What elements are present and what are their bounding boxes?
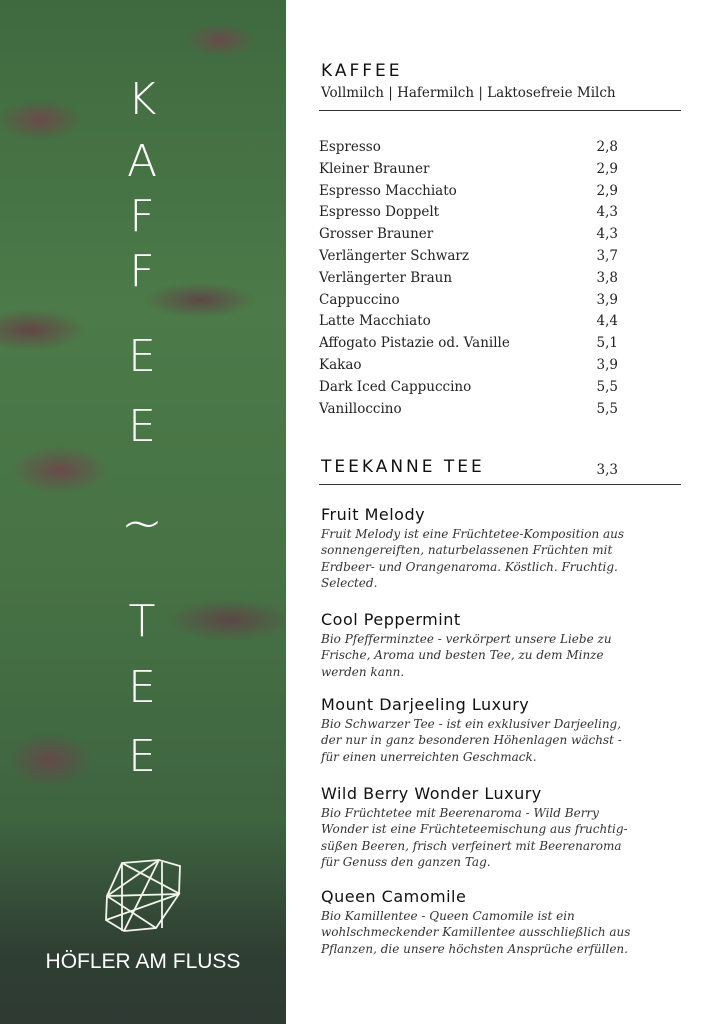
description-line: süßen Beeren, frisch verfeinert mit Beerenaroma	[321, 838, 622, 853]
item-price: 5,1	[596, 335, 618, 352]
description-line: für Genuss den ganzen Tag.	[321, 854, 491, 869]
item-price: 5,5	[596, 378, 618, 395]
brand-name: HÖFLER AM FLUSS	[45, 950, 241, 973]
description-line: Bio Früchtetee mit Beerenaroma - Wild Berry	[321, 806, 599, 820]
tea-description	[321, 805, 681, 870]
item-price: 2,9	[596, 182, 618, 199]
item-price: 3,7	[596, 248, 618, 264]
coffee-item	[319, 313, 619, 329]
tea-name: Wild Berry Wonder Luxury	[321, 784, 542, 803]
title-letter: A	[126, 136, 158, 187]
title-letter: F	[129, 191, 155, 242]
item-name: Grosser Brauner	[319, 226, 434, 243]
item-name: Espresso Macchiato	[319, 182, 457, 199]
tea-description	[321, 526, 681, 591]
item-name: Verlängerter Braun	[319, 269, 453, 286]
item-price: 3,8	[596, 269, 618, 286]
tea-item	[321, 610, 681, 680]
item-name: Kleiner Brauner	[319, 160, 430, 177]
item-name: Kakao	[319, 357, 362, 373]
tea-name: Fruit Melody	[321, 505, 426, 524]
tea-item	[321, 505, 681, 591]
description-line: Wonder ist eine Früchteteemischung aus fruchtig-	[321, 822, 628, 837]
coffee-item	[319, 204, 619, 220]
coffee-item	[319, 379, 619, 395]
coffee-item	[319, 248, 619, 264]
coffee-item	[319, 357, 619, 373]
tea-name: Mount Darjeeling Luxury	[321, 695, 530, 714]
coffee-item	[319, 292, 619, 308]
kaffee-heading: KAFFEE	[321, 61, 403, 81]
description-line: Selected.	[321, 575, 378, 590]
title-letter: T	[128, 596, 156, 647]
title-letter: E	[128, 401, 156, 452]
tea-description	[321, 908, 681, 957]
item-name: Latte Macchiato	[319, 313, 431, 330]
divider	[319, 110, 681, 111]
item-price: 4,3	[596, 204, 618, 221]
tea-item	[321, 695, 681, 765]
title-letter: E	[128, 731, 156, 782]
tee-price: 3,3	[596, 462, 618, 478]
description-line: Fruit Melody ist eine Früchtetee-Komposition aus	[321, 527, 625, 541]
item-name: Affogato Pistazie od. Vanille	[319, 335, 510, 352]
item-name: Cappuccino	[319, 291, 400, 308]
tea-item	[321, 784, 681, 870]
description-line: werden kann.	[321, 664, 405, 679]
coffee-item	[319, 226, 619, 242]
title-letter: E	[128, 662, 156, 713]
item-name: Espresso	[319, 139, 381, 155]
coffee-item	[319, 335, 619, 351]
description-line: sonnengereiften, naturbelassenen Früchten mit	[321, 543, 613, 558]
item-price: 5,5	[596, 400, 618, 417]
description-line: Pflanzen, die unsere höchsten Ansprüche erfüllen.	[321, 941, 628, 956]
description-line: der nur in ganz besonderen Höhenlagen wächst -	[321, 733, 622, 748]
description-line: Erdbeer- und Orangenaroma. Köstlich. Fruchtig.	[321, 559, 618, 574]
description-line: Bio Schwarzer Tee - ist ein exklusiver Darjeeling,	[321, 717, 622, 731]
divider	[319, 484, 681, 485]
title-letter: F	[129, 246, 155, 297]
description-line: für einen unerreichten Geschmack.	[321, 749, 537, 764]
title-tilde: ~	[121, 494, 163, 552]
item-name: Dark Iced Cappuccino	[319, 378, 472, 395]
item-price: 2,8	[596, 139, 618, 155]
tea-item	[321, 887, 681, 957]
item-price: 4,3	[596, 226, 618, 243]
coffee-item	[319, 401, 619, 417]
tea-name: Cool Peppermint	[321, 610, 461, 629]
description-line: Bio Kamillentee - Queen Camomile ist ein	[321, 909, 575, 923]
coffee-item	[319, 183, 619, 199]
tea-description	[321, 716, 681, 765]
tee-heading: TEEKANNE TEE	[321, 457, 485, 477]
logo-polyhedron-icon	[104, 858, 186, 934]
coffee-item	[319, 161, 619, 177]
title-letter: K	[127, 74, 157, 125]
item-name: Verlängerter Schwarz	[319, 248, 469, 264]
item-price: 3,9	[596, 357, 618, 373]
tea-name: Queen Camomile	[321, 887, 467, 906]
item-price: 4,4	[596, 313, 618, 330]
coffee-item	[319, 270, 619, 286]
milk-options: Vollmilch | Hafermilch | Laktosefreie Milch	[321, 85, 616, 101]
side-panel	[0, 0, 286, 1024]
description-line: wohlschmeckender Kamillentee ausschließlich aus	[321, 925, 631, 940]
item-price: 3,9	[596, 291, 618, 308]
coffee-item	[319, 139, 619, 155]
description-line: Bio Pfefferminztee - verkörpert unsere Liebe zu	[321, 632, 612, 646]
item-price: 2,9	[596, 160, 618, 177]
tea-description	[321, 631, 681, 680]
item-name: Espresso Doppelt	[319, 204, 440, 221]
item-name: Vanilloccino	[319, 400, 402, 417]
description-line: Frische, Aroma und besten Tee, zu dem Minze	[321, 648, 604, 663]
title-letter: E	[128, 331, 156, 382]
